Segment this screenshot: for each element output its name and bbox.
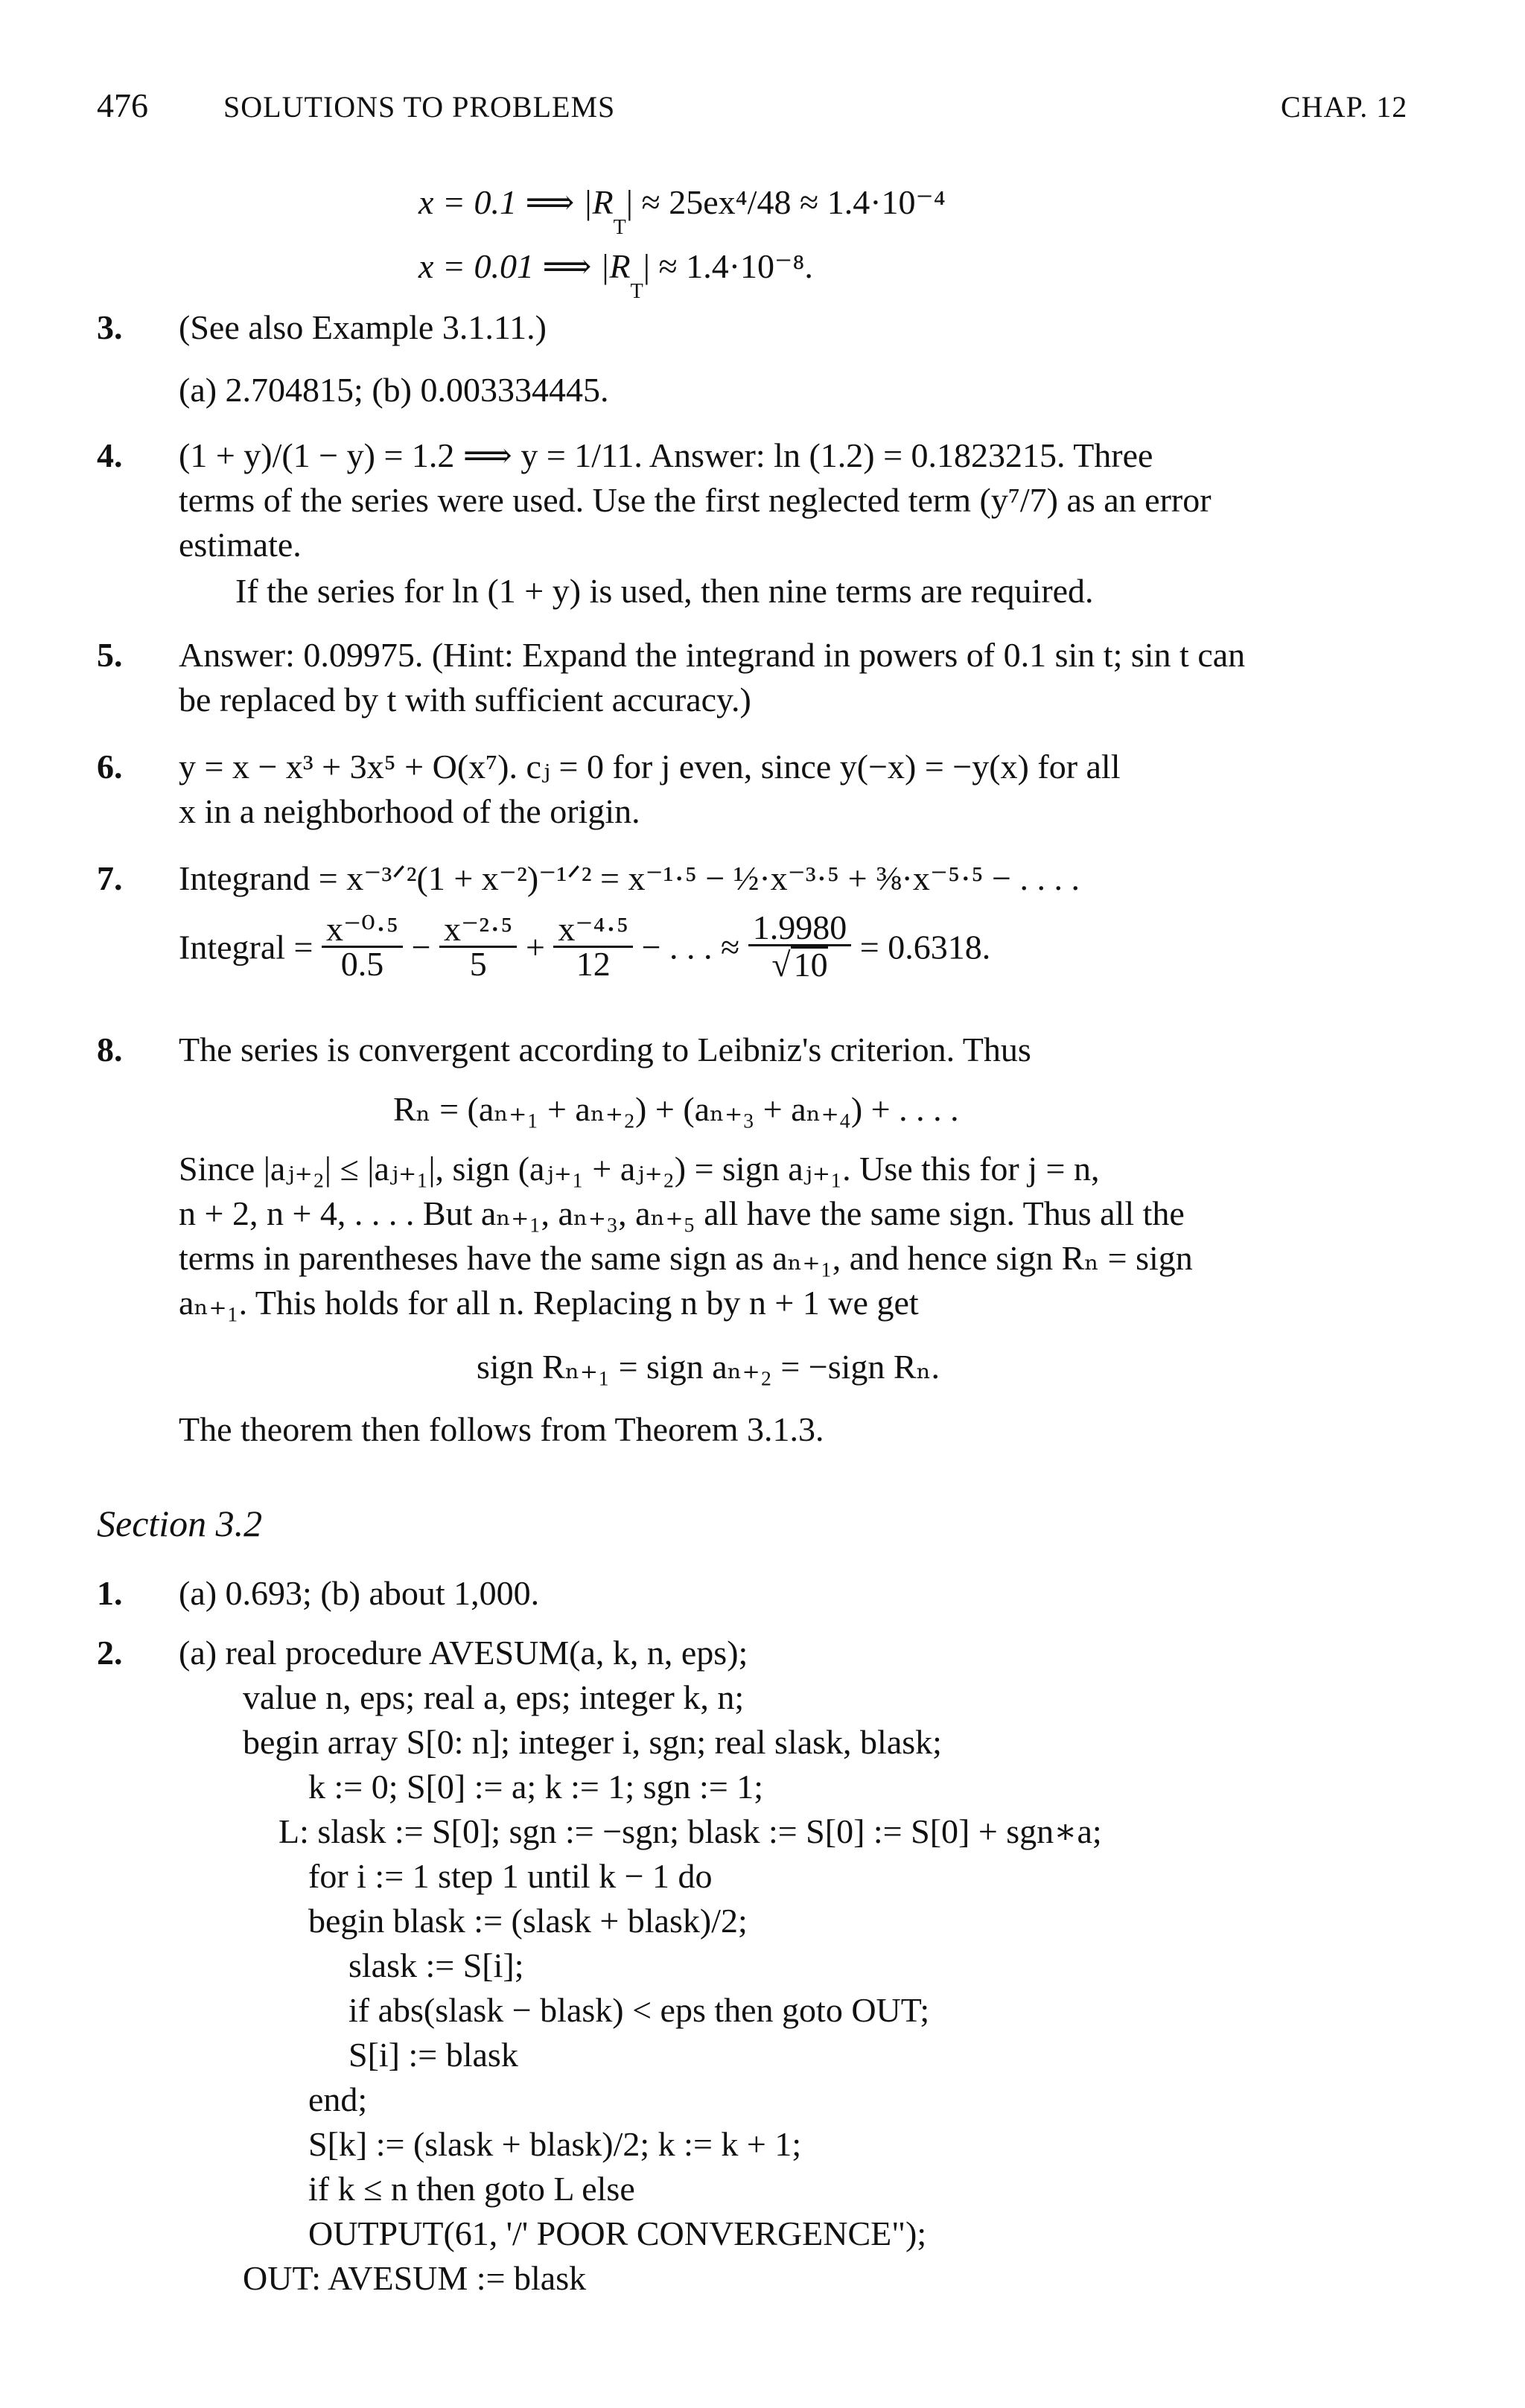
problem-5-line-2: be replaced by t with sufficient accuracy.): [179, 681, 751, 719]
code-line-12: S[k] := (slask + blask)/2; k := k + 1;: [308, 2125, 802, 2163]
problem-8-line-2: Since |aⱼ₊₂| ≤ |aⱼ₊₁|, sign (aⱼ₊₁ + aⱼ₊₂) = sign aⱼ₊₁. Use this for j = n,: [179, 1150, 1100, 1188]
problem-number-5: 5.: [97, 636, 123, 674]
code-line-14: OUTPUT(61, '/' POOR CONVERGENCE");: [308, 2214, 927, 2252]
denominator: √10: [771, 946, 828, 984]
denominator: 12: [576, 944, 611, 983]
problem-8-equation-2: sign Rₙ₊₁ = sign aₙ₊₂ = −sign Rₙ.: [477, 1348, 940, 1386]
problem-6-line-2: x in a neighborhood of the origin.: [179, 792, 640, 830]
integral-result: = 0.6318.: [859, 928, 991, 966]
problem-7-integral: Integral = $\frac{\text{x⁻⁰·⁵}}{0.5}$ − $\frac{\text{x⁻²·⁵}}{5}$ + $\frac{\text{x⁻⁴·⁵}}{12}$ − . . . ≈ $\frac{1.9980}{√10}$ = 0.6318.: [179, 908, 991, 984]
code-line-2: value n, eps; real a, eps; integer k, n;: [243, 1678, 745, 1716]
sqrt-radicand: 10: [791, 946, 828, 981]
problem-4-line-3: estimate.: [179, 526, 302, 564]
code-line-9: if abs(slask − blask) < eps then goto OUT;: [348, 1991, 930, 2029]
fraction-result: [748, 908, 852, 984]
numerator: x⁻⁴·⁵: [553, 913, 633, 948]
eq-left: x = 0.01 ⟹ |R: [418, 247, 631, 285]
code-line-3: begin array S[0: n]; integer i, sgn; real slask, blask;: [243, 1723, 942, 1761]
numerator: 1.9980: [748, 911, 852, 946]
denominator: 0.5: [340, 944, 384, 983]
code-line-5: L: slask := S[0]; sgn := −sgn; blask := S[0] := S[0] + sgn∗a;: [278, 1812, 1102, 1850]
problem-4-line-4: If the series for ln (1 + y) is used, then nine terms are required.: [235, 572, 1094, 610]
code-line-15: OUT: AVESUM := blask: [243, 2259, 587, 2297]
page-number: 476: [97, 86, 148, 124]
problem-3-answers: (a) 2.704815; (b) 0.003334445.: [179, 371, 609, 409]
fraction-term-1: [322, 909, 403, 983]
code-line-8: slask := S[i];: [348, 1946, 524, 1984]
problem-number-3: 3.: [97, 308, 123, 346]
chapter-label: CHAP. 12: [1281, 90, 1408, 124]
problem-4-line-1: (1 + y)/(1 − y) = 1.2 ⟹ y = 1/11. Answer: ln (1.2) = 0.1823215. Three: [179, 436, 1153, 474]
problem-5-line-1: Answer: 0.09975. (Hint: Expand the integrand in powers of 0.1 sin t; sin t can: [179, 636, 1246, 674]
code-line-10: S[i] := blask: [348, 2036, 518, 2074]
eq-left: x = 0.1 ⟹ |R: [418, 183, 614, 221]
problem-8-equation-1: Rₙ = (aₙ₊₁ + aₙ₊₂) + (aₙ₊₃ + aₙ₊₄) + . . . .: [393, 1090, 959, 1128]
code-line-7: begin blask := (slask + blask)/2;: [308, 1902, 748, 1940]
problem-4-line-2: terms of the series were used. Use the first neglected term (y⁷/7) as an error: [179, 481, 1212, 519]
code-line-4: k := 0; S[0] := a; k := 1; sgn := 1;: [308, 1768, 764, 1806]
code-line-11: end;: [308, 2080, 368, 2118]
section-heading: Section 3.2: [97, 1503, 263, 1544]
code-line-6: for i := 1 step 1 until k − 1 do: [308, 1857, 713, 1895]
problem-3-text: (See also Example 3.1.11.): [179, 308, 547, 346]
section-problem-number-2: 2.: [97, 1634, 123, 1672]
integral-label: Integral =: [179, 928, 313, 966]
fraction-term-2: [439, 909, 517, 983]
problem-7-integrand: Integrand = x⁻³ᐟ²(1 + x⁻²)⁻¹ᐟ² = x⁻¹·⁵ − ½·x⁻³·⁵ + ⅜·x⁻⁵·⁵ − . . . .: [179, 859, 1080, 897]
problem-number-8: 8.: [97, 1031, 123, 1068]
numerator: x⁻²·⁵: [439, 913, 517, 948]
problem-8-line-5: aₙ₊₁. This holds for all n. Replacing n by n + 1 we get: [179, 1284, 919, 1322]
problem-8-line-4: terms in parentheses have the same sign as aₙ₊₁, and hence sign Rₙ = sign: [179, 1239, 1193, 1277]
numerator: x⁻⁰·⁵: [322, 913, 403, 948]
problem-number-4: 4.: [97, 436, 123, 474]
section-problem-number-1: 1.: [97, 1574, 123, 1612]
equation-x-001: x = 0.01 ⟹ $|R_T| \approx 1.4\cdot 10^{-8}$.: [418, 247, 813, 303]
problem-8-line-1: The series is convergent according to Leibniz's criterion. Thus: [179, 1031, 1031, 1068]
problem-number-7: 7.: [97, 859, 123, 897]
equation-x-01: x = 0.1 ⟹ $|R_T| \approx 25ex^4/48 \approx 1.4\cdot 10^{-4}$: [418, 183, 946, 239]
problem-8-line-6: The theorem then follows from Theorem 3.1.3.: [179, 1410, 824, 1448]
denominator: 5: [469, 944, 487, 983]
running-title: SOLUTIONS TO PROBLEMS: [223, 90, 616, 124]
eq-right: | ≈ 1.4·10⁻⁸.: [643, 247, 813, 285]
problem-6-line-1: y = x − x³ + 3x⁵ + O(x⁷). cⱼ = 0 for j even, since y(−x) = −y(x) for all: [179, 748, 1121, 786]
problem-8-line-3: n + 2, n + 4, . . . . But aₙ₊₁, aₙ₊₃, aₙ₊₅ all have the same sign. Thus all the: [179, 1194, 1185, 1232]
section-problem-1-text: (a) 0.693; (b) about 1,000.: [179, 1574, 540, 1612]
fraction-term-3: [553, 909, 633, 983]
problem-number-6: 6.: [97, 748, 123, 786]
code-line-13: if k ≤ n then goto L else: [308, 2170, 635, 2208]
code-line-1: (a) real procedure AVESUM(a, k, n, eps);: [179, 1634, 748, 1672]
eq-right: | ≈ 25ex⁴/48 ≈ 1.4·10⁻⁴: [625, 183, 946, 221]
